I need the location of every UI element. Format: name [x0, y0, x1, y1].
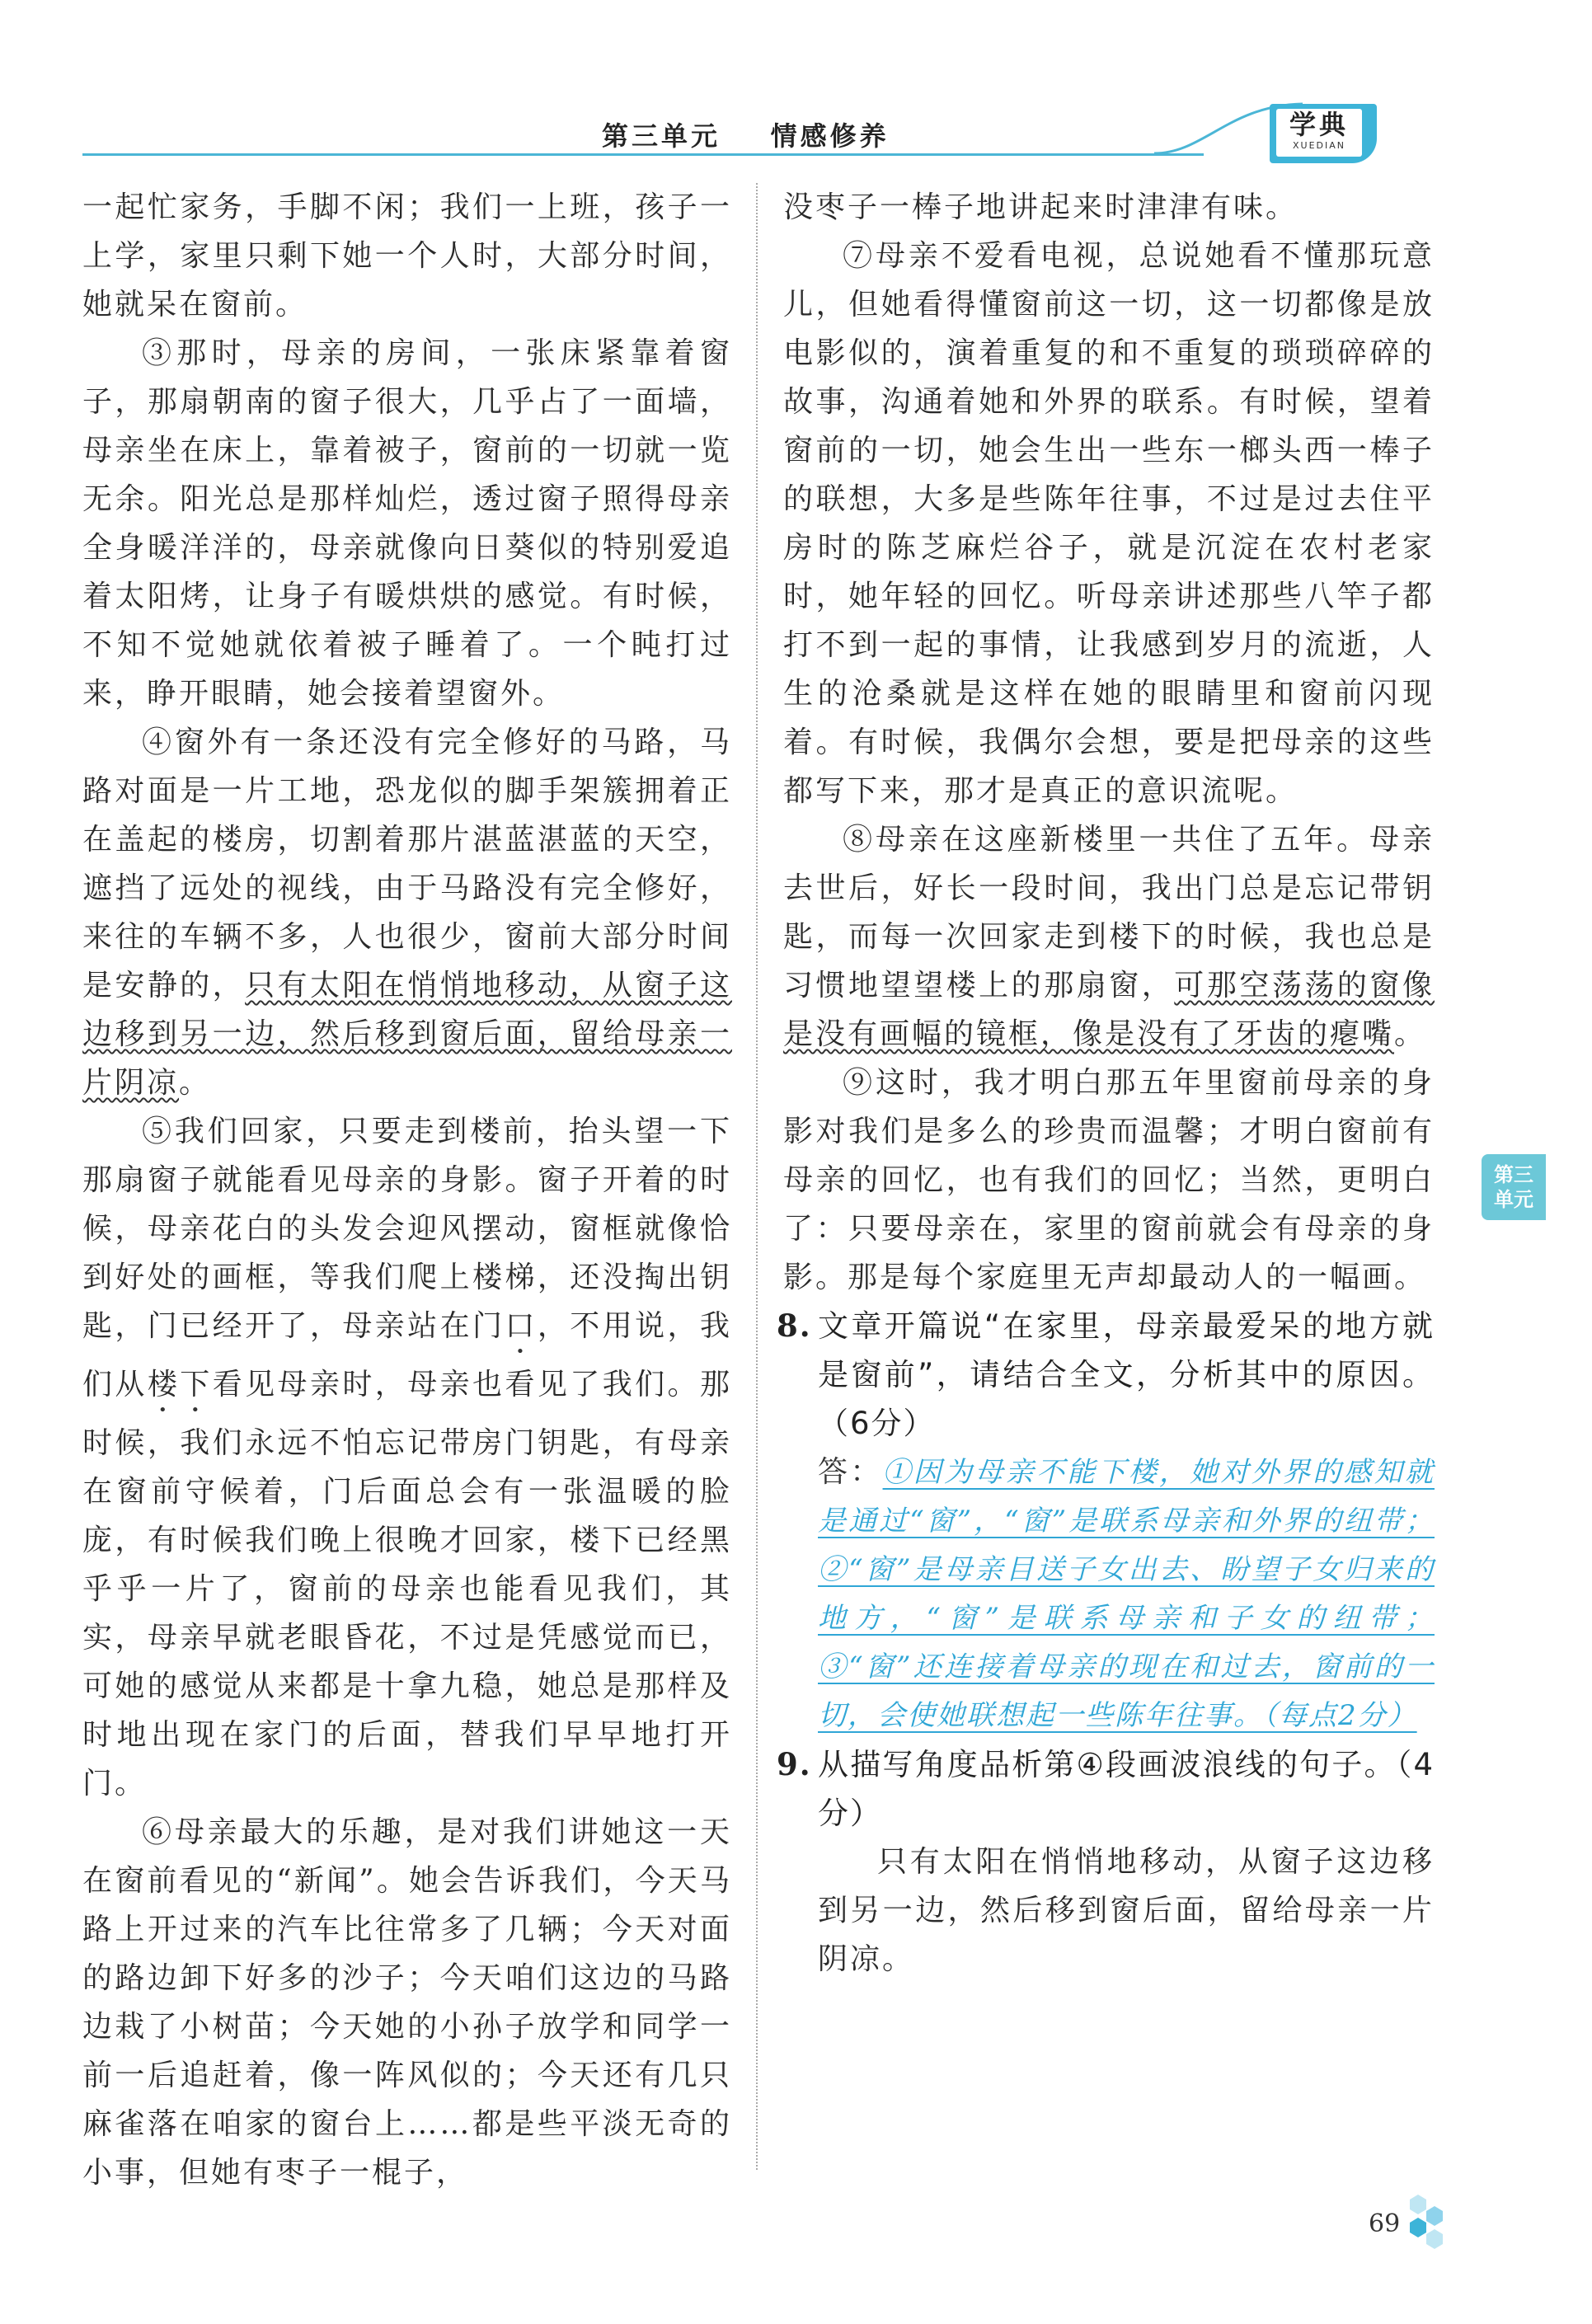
header-rule — [82, 153, 1204, 156]
emphasis-dot-word: 口 — [505, 1309, 538, 1343]
question-9-quoted-sentence: 只有太阳在悄悄地移动，从窗子这边移到另一边，然后移到窗后面，留给母亲一片阴凉。 — [818, 1845, 1435, 1976]
paragraph-4-text: ④窗外有一条还没有完全修好的马路，马路对面是一片工地，恐龙似的脚手架簇拥着正在盖起的楼房，切割着那片湛蓝湛蓝的天空，遮挡了远处的视线，由于马路没有完全修好，来往的车辆不多，人也很少，窗前大部分时间是安静的， — [82, 725, 732, 1002]
paragraph-5-text-c: 看见母亲时，母亲也看见了我们。那时候，我们永远不怕忘记带房门钥匙，有母亲在窗前守候着，门后面总会有一张温暖的脸庞，有时候我们晚上很晚才回家，楼下已经黑乎乎一片了，窗前的母亲也能看见我们，其实，母亲早就老眼昏花，不过是凭感觉而已，可她的感觉从来都是十拿九稳，她总是那样及时地出现在家门的后面，替我们早早地打开门。 — [82, 1368, 732, 1801]
question-8-text: 文章开篇说“在家里，母亲最爱呆的地方就是窗前”，请结合全文，分析其中的原因。（6分） — [818, 1308, 1435, 1441]
question-9-text: 从描写角度品析第④段画波浪线的句子。（4分） — [818, 1747, 1435, 1831]
answer-8 — [783, 1448, 1435, 1740]
paragraph-8 — [783, 815, 1435, 1059]
wavy-underlined-sentence: 只有太阳在悄悄地移动，从窗子这边移到另一边，然后移到窗后面，留给母亲一片阴凉 — [82, 969, 732, 1100]
side-tab-line-2: 单元 — [1494, 1187, 1533, 1211]
paragraph-9: ⑨这时，我才明白那五年里窗前母亲的身影对我们是多么的珍贵而温馨；才明白窗前有母亲的回忆，也有我们的回忆；当然，更明白了：只要母亲在，家里的窗前就会有母亲的身影。那是每个家庭里无声却最动人的一幅画。 — [783, 1066, 1435, 1294]
wavy-underlined-sentence: 可那空荡荡的窗像是没有画幅的镜框，像是没有了牙齿的瘪嘴 — [783, 969, 1435, 1051]
handwritten-answer: ①因为母亲不能下楼，她对外界的感知就是通过“窗”，“窗”是联系母亲和外界的纽带；②“窗”是母亲目送子女出去、盼望子女归来的地方，“窗”是联系母亲和子女的纽带；③“窗”还连接着母亲的现在和过去，窗前的一切，会使她联想起一些陈年往事。（每点2分） — [818, 1456, 1435, 1732]
question-8-number: 8. — [777, 1308, 812, 1344]
paragraph-8-text: ⑧母亲在这座新楼里一共住了五年。母亲去世后，好长一段时间，我出门总是忘记带钥匙，而每一次回家走到楼下的时候，我也总是习惯地望望楼上的那扇窗， — [783, 823, 1435, 1002]
paragraph-4 — [82, 718, 732, 1107]
right-column — [777, 183, 1435, 1984]
page-number: 69 — [1369, 2209, 1401, 2238]
side-tab-line-1: 第三 — [1494, 1162, 1533, 1186]
publisher-logo — [1270, 104, 1377, 163]
paragraph-5 — [82, 1107, 732, 1808]
hexagon-decoration-icon — [1402, 2193, 1451, 2267]
paragraph-5-text-b: ，不用说，我们从 — [82, 1309, 732, 1401]
left-column — [82, 183, 732, 2197]
paragraph-6: ⑥母亲最大的乐趣，是对我们讲她这一天在窗前看见的“新闻”。她会告诉我们，今天马路上开过来的汽车比往常多了几辆；今天对面的路边卸下好多的沙子；今天咱们这边的马路边栽了小树苗；今天她的小孙子放学和同学一前一后追赶着，像一阵风似的；今天还有几只麻雀落在咱家的窗台上……都是些平淡无奇的小事，但她有枣子一棍子， — [82, 1815, 732, 2190]
logo-chinese-text: 学典 — [1289, 109, 1349, 140]
paragraph-8-end: 。 — [1394, 1017, 1427, 1051]
question-8 — [777, 1302, 1435, 1448]
unit-header-title: 第三单元 情感修养 — [602, 120, 890, 152]
answer-label: 答： — [818, 1455, 883, 1489]
question-9 — [777, 1740, 1435, 1838]
logo-english-text: XUEDIAN — [1292, 140, 1345, 151]
paragraph-4-end: 。 — [179, 1066, 212, 1100]
paragraph-continued: 没枣子一棒子地讲起来时津津有味。 — [783, 190, 1298, 224]
emphasis-dot-word: 楼下 — [147, 1368, 213, 1401]
unit-side-tab — [1482, 1154, 1546, 1220]
column-divider — [756, 183, 758, 2170]
question-9-number: 9. — [777, 1746, 812, 1782]
paragraph-3: ③那时，母亲的房间，一张床紧靠着窗子，那扇朝南的窗子很大，几乎占了一面墙，母亲坐在床上，靠着被子，窗前的一切就一览无余。阳光总是那样灿烂，透过窗子照得母亲全身暖洋洋的，母亲就像向日葵似的特别爱追着太阳烤，让身子有暖烘烘的感觉。有时候，不知不觉她就依着被子睡着了。一个盹打过来，睁开眼睛，她会接着望窗外。 — [82, 336, 732, 711]
paragraph-7: ⑦母亲不爱看电视，总说她看不懂那玩意儿，但她看得懂窗前这一切，这一切都像是放电影似的，演着重复的和不重复的琐琐碎碎的故事，沟通着她和外界的联系。有时候，望着窗前的一切，她会生出一些东一榔头西一棒子的联想，大多是些陈年往事，不过是过去住平房时的陈芝麻烂谷子，就是沉淀在农村老家时，她年轻的回忆。听母亲讲述那些八竿子都打不到一起的事情，让我感到岁月的流逝，人生的沧桑就是这样在她的眼睛里和窗前闪现着。有时候，我偶尔会想，要是把母亲的这些都写下来，那才是真正的意识流呢。 — [783, 239, 1435, 808]
paragraph-5-text-a: ⑤我们回家，只要走到楼前，抬头望一下那扇窗子就能看见母亲的身影。窗子开着的时候，母亲花白的头发会迎风摆动，窗框就像恰到好处的画框，等我们爬上楼梯，还没掏出钥匙，门已经开了，母亲站在门 — [82, 1115, 732, 1343]
paragraph-continued: 一起忙家务，手脚不闲；我们一上班，孩子一上学，家里只剩下她一个人时，大部分时间，她就呆在窗前。 — [82, 190, 732, 322]
